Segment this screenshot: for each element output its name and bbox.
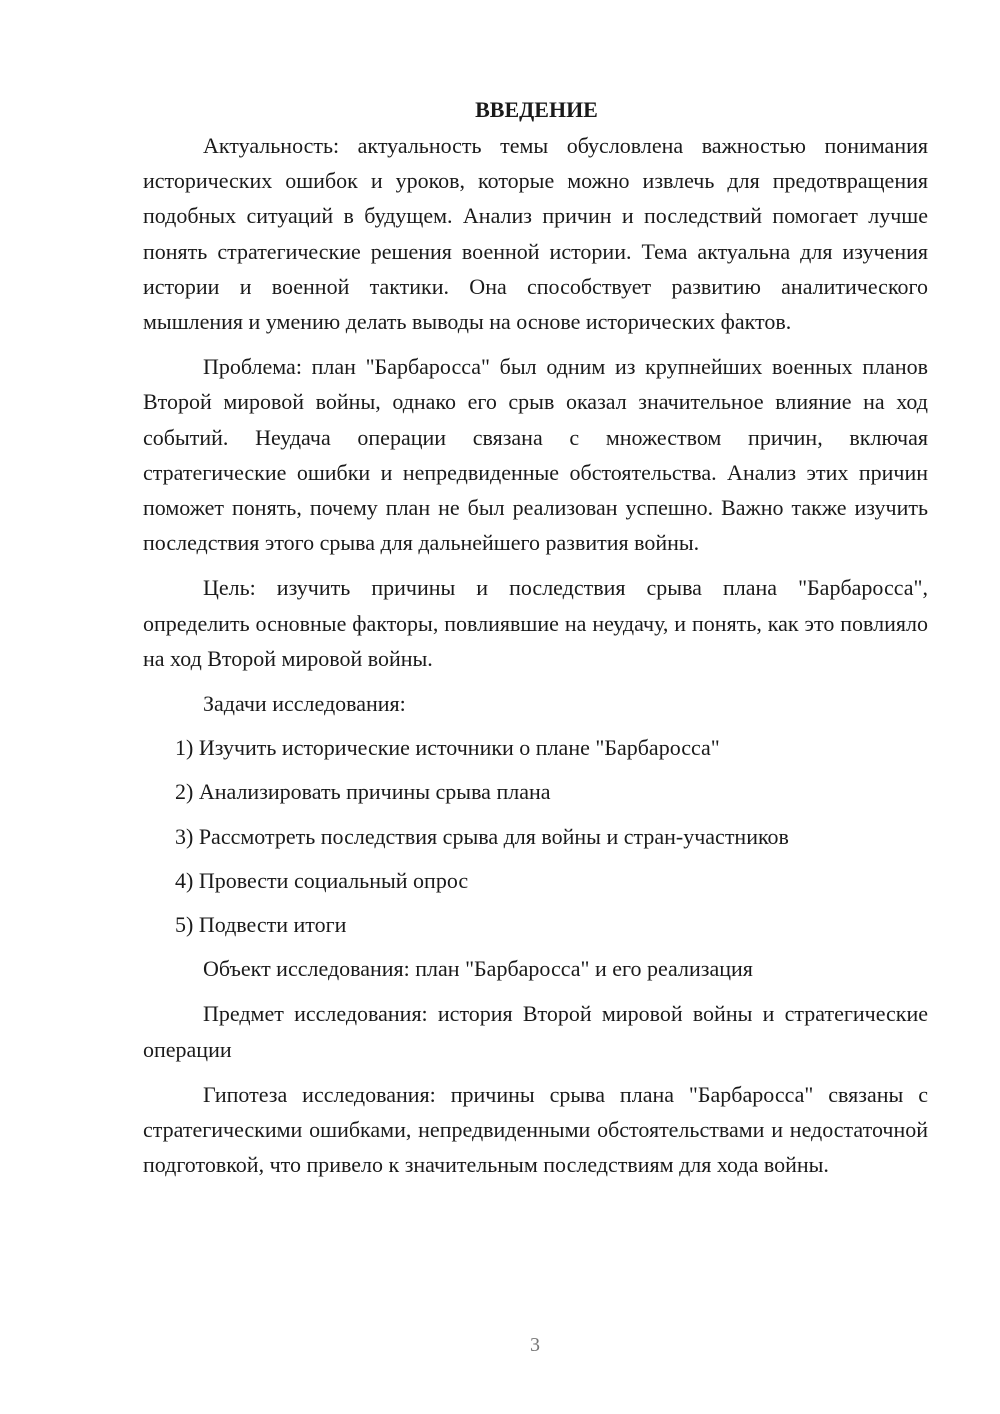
- paragraph-problem: Проблема: план "Барбаросса" был одним из крупнейших военных планов Второй мировой войны, однако его срыв оказал значительное влияние на ход событий. Неудача операции связана с множеством причин, включая стратегические ошибки и непредвиденные обстоятельства. Анализ этих причин поможет понять, почему план не был реализован успешно. Важно также изучить последствия этого срыва для дальнейшего развития войны.: [143, 354, 928, 556]
- paragraph-subject: Предмет исследования: история Второй мировой войны и стратегические операции: [143, 1001, 928, 1062]
- page-number: 3: [530, 1334, 540, 1356]
- task-item: 4) Провести социальный опрос: [175, 867, 469, 893]
- paragraph-relevance: Актуальность: актуальность темы обусловлена важностью понимания исторических ошибок и уроков, которые можно извлечь для предотвращения подобных ситуаций в будущем. Анализ причин и последствий помогает лучше понять стратегические решения военной истории. Тема актуальна для изучения истории и военной тактики. Она способствует развитию аналитического мышления и умению делать выводы на основе исторических фактов.: [143, 133, 928, 335]
- paragraph-hypothesis: Гипотеза исследования: причины срыва плана "Барбаросса" связаны с стратегическими ошибками, непредвиденными обстоятельствами и недостаточной подготовкой, что привело к значительным последствиям для хода войны.: [143, 1081, 928, 1178]
- paragraph-object: Объект исследования: план "Барбаросса" и его реализация: [203, 956, 753, 982]
- task-item: 5) Подвести итоги: [175, 912, 347, 938]
- task-item: 3) Рассмотреть последствия срыва для войны и стран-участников: [175, 823, 789, 849]
- task-item: 1) Изучить исторические источники о плане "Барбаросса": [175, 735, 720, 761]
- task-item: 2) Анализировать причины срыва плана: [175, 779, 551, 805]
- tasks-heading: Задачи исследования:: [203, 691, 406, 717]
- paragraph-goal: Цель: изучить причины и последствия срыва плана "Барбаросса", определить основные факторы, повлиявшие на неудачу, и понять, как это повлияло на ход Второй мировой войны.: [143, 575, 928, 671]
- document-page: [143, 92, 928, 1182]
- task-list: [143, 730, 928, 942]
- page-title: ВВЕДЕНИЕ: [475, 97, 598, 122]
